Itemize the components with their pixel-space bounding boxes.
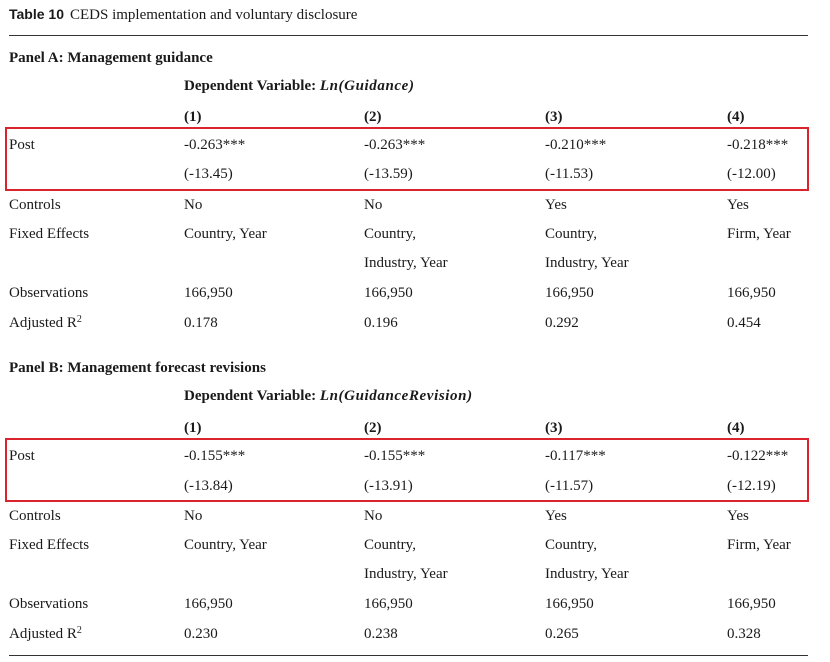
row-label: Controls	[9, 197, 61, 213]
panel-a-column-header-row	[0, 103, 830, 132]
table-title: CEDS implementation and voluntary disclosure	[70, 7, 358, 23]
panel-a-fixed-effects-row-cont	[0, 249, 830, 278]
table-cell: Country,	[364, 226, 416, 242]
table-cell: Country,	[545, 226, 597, 242]
panel-a-adj-r2-row	[0, 309, 830, 338]
table-cell: Industry, Year	[364, 566, 448, 582]
tstat-cell: (-12.00)	[727, 166, 776, 182]
coef-cell: -0.122***	[727, 448, 789, 464]
table-cell: 166,950	[184, 596, 233, 612]
panel-b-adj-r2-row	[0, 620, 830, 649]
table-cell: 166,950	[727, 596, 776, 612]
table-cell: 0.292	[545, 315, 579, 331]
table-cell: 166,950	[184, 285, 233, 301]
table-cell: Yes	[727, 197, 749, 213]
table-cell: 0.454	[727, 315, 761, 331]
row-label: Fixed Effects	[9, 537, 90, 553]
table-cell: 166,950	[364, 285, 413, 301]
table-cell: 166,950	[545, 285, 594, 301]
table-cell: Country, Year	[184, 226, 267, 242]
table-cell: 166,950	[545, 596, 594, 612]
table-cell: Yes	[545, 197, 567, 213]
table-number: Table 10	[9, 6, 64, 22]
panel-a-dependent-var-name: Ln(Guidance)	[319, 78, 415, 94]
table-cell: No	[364, 508, 383, 524]
table-cell: 166,950	[364, 596, 413, 612]
table-cell: Industry, Year	[545, 255, 629, 271]
table-cell: No	[184, 508, 203, 524]
column-header: (4)	[727, 109, 745, 125]
tstat-cell: (-12.19)	[727, 478, 776, 494]
tstat-cell: (-11.53)	[545, 166, 594, 182]
table-cell: Yes	[545, 508, 567, 524]
table-caption	[9, 6, 357, 24]
coef-cell: -0.155***	[184, 448, 246, 464]
panel-b-dependent-variable: Dependent Variable: Ln(GuidanceRevision)	[184, 388, 473, 404]
panel-b-observations-row	[0, 590, 830, 619]
panel-a-post-coef-row	[0, 131, 830, 160]
row-label: Observations	[9, 285, 89, 301]
table-cell: Industry, Year	[364, 255, 448, 271]
table-cell: 0.178	[184, 315, 218, 331]
table-cell: 0.196	[364, 315, 398, 331]
tstat-cell: (-11.57)	[545, 478, 594, 494]
table-cell: 0.230	[184, 626, 218, 642]
tstat-cell: (-13.91)	[364, 478, 413, 494]
bottom-rule	[9, 655, 808, 656]
top-rule	[9, 35, 808, 36]
panel-b-fixed-effects-row-cont	[0, 560, 830, 589]
table-cell: 0.328	[727, 626, 761, 642]
panel-a-dependent-variable: Dependent Variable: Ln(Guidance)	[184, 78, 415, 94]
row-label: Controls	[9, 508, 61, 524]
panel-a-fixed-effects-row	[0, 220, 830, 249]
row-label: Post	[9, 448, 35, 464]
row-label: Observations	[9, 596, 89, 612]
column-header: (4)	[727, 420, 745, 436]
row-label: Adjusted $R^2$	[9, 314, 82, 331]
table-cell: Industry, Year	[545, 566, 629, 582]
panel-a-controls-row	[0, 191, 830, 220]
table-cell: No	[184, 197, 203, 213]
panel-b-controls-row	[0, 502, 830, 531]
panel-b-title: Panel B: Management forecast revisions	[9, 360, 266, 376]
coef-cell: -0.263***	[184, 137, 246, 153]
table-cell: 0.238	[364, 626, 398, 642]
column-header: (3)	[545, 420, 563, 436]
panel-b-fixed-effects-row	[0, 531, 830, 560]
column-header: (2)	[364, 420, 382, 436]
tstat-cell: (-13.84)	[184, 478, 233, 494]
tstat-cell: (-13.59)	[364, 166, 413, 182]
table-cell: Country,	[364, 537, 416, 553]
panel-a-observations-row	[0, 279, 830, 308]
column-header: (1)	[184, 420, 202, 436]
column-header: (2)	[364, 109, 382, 125]
row-label: Fixed Effects	[9, 226, 90, 242]
column-header: (1)	[184, 109, 202, 125]
coef-cell: -0.117***	[545, 448, 606, 464]
table-cell: Yes	[727, 508, 749, 524]
panel-b-post-tstat-row	[0, 472, 830, 501]
coef-cell: -0.210***	[545, 137, 607, 153]
table-cell: No	[364, 197, 383, 213]
table-cell: Country,	[545, 537, 597, 553]
panel-b-column-header-row	[0, 414, 830, 443]
row-label: Post	[9, 137, 35, 153]
panel-a-title: Panel A: Management guidance	[9, 50, 213, 66]
table-cell: Firm, Year	[727, 226, 791, 242]
coef-cell: -0.155***	[364, 448, 426, 464]
coef-cell: -0.263***	[364, 137, 426, 153]
tstat-cell: (-13.45)	[184, 166, 233, 182]
table-cell: 166,950	[727, 285, 776, 301]
table-cell: Firm, Year	[727, 537, 791, 553]
table-cell: 0.265	[545, 626, 579, 642]
row-label: Adjusted $R^2$	[9, 625, 82, 642]
panel-b-post-coef-row	[0, 442, 830, 471]
coef-cell: -0.218***	[727, 137, 789, 153]
table-cell: Country, Year	[184, 537, 267, 553]
column-header: (3)	[545, 109, 563, 125]
panel-b-dependent-var-name: Ln(GuidanceRevision)	[319, 388, 473, 404]
panel-a-post-tstat-row	[0, 160, 830, 189]
